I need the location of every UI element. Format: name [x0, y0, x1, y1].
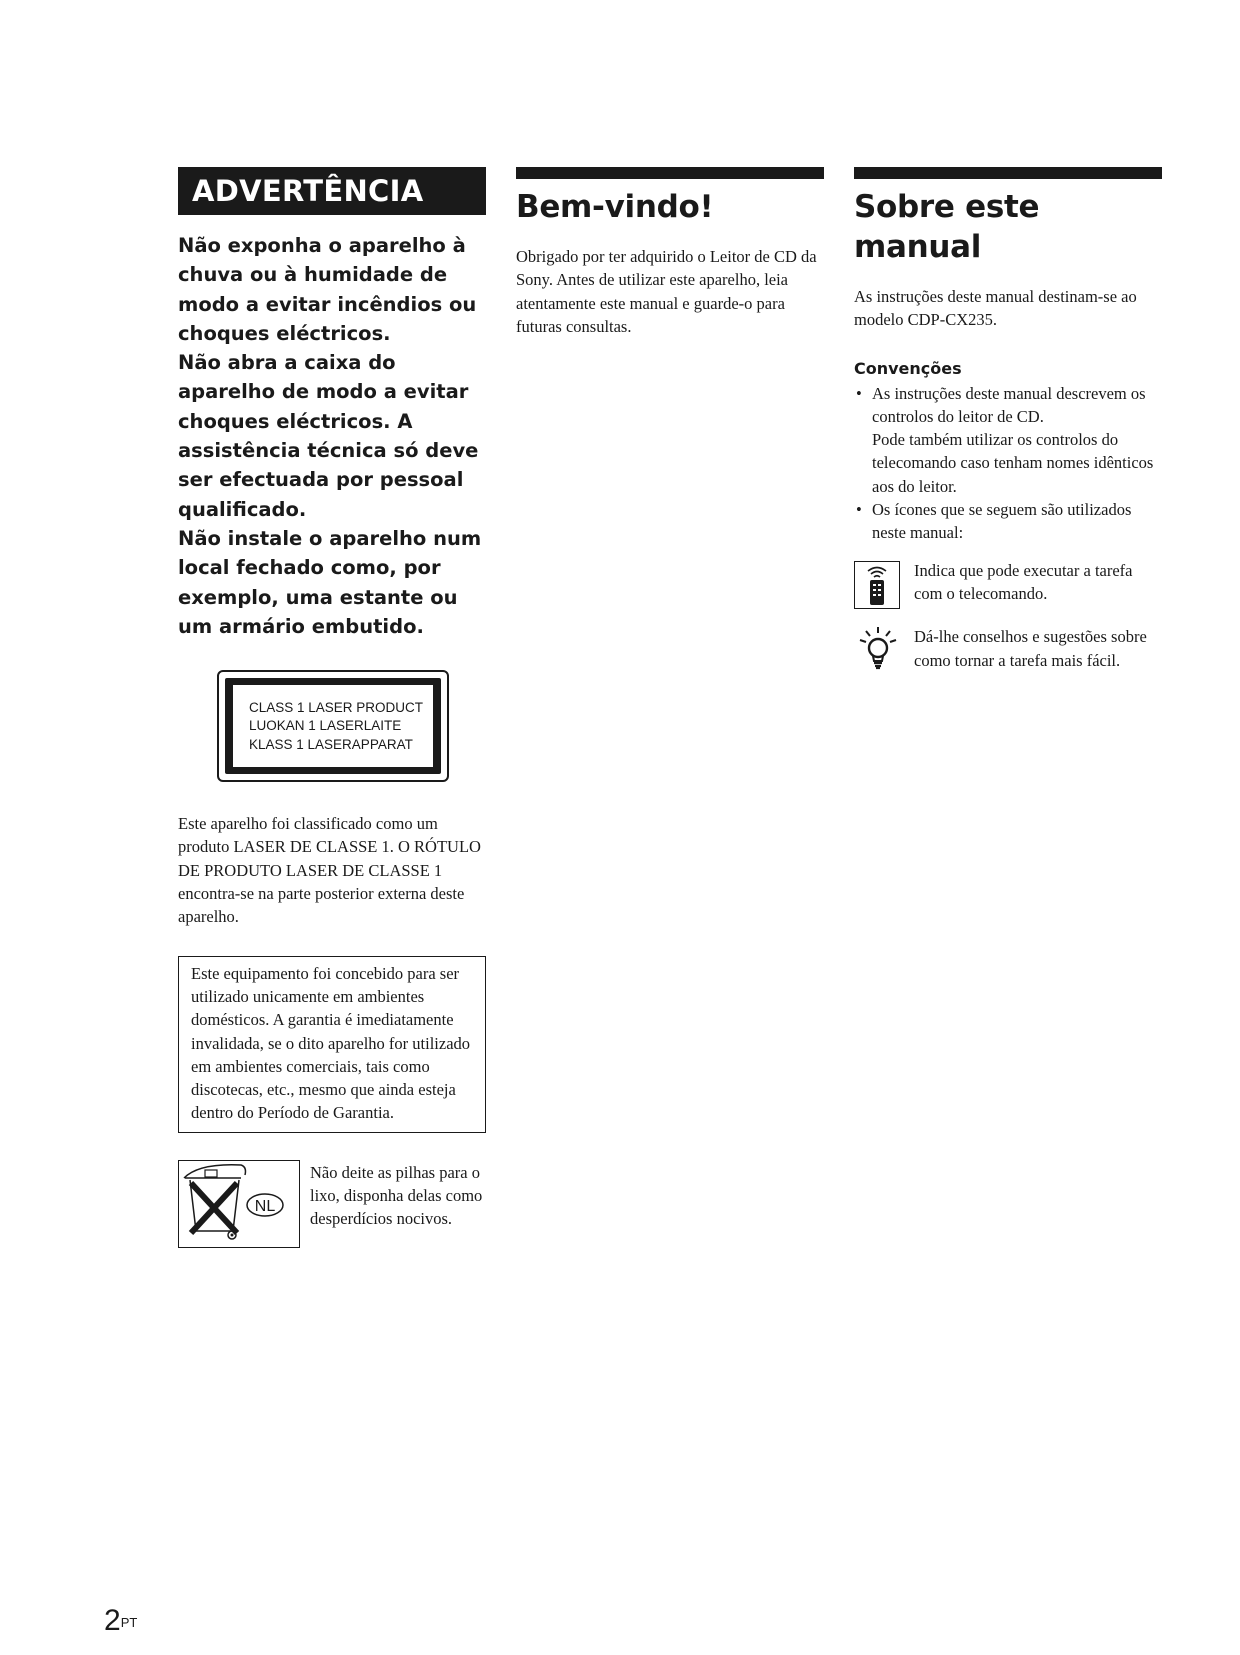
list-item: • Os ícones que se seguem são utilizados neste manual:	[856, 500, 1132, 543]
laser-classification-text: Este aparelho foi classificado como um produto LASER DE CLASSE 1. O RÓTULO DE PRODUTO LASER DE CLASSE 1 encontra-se na parte posterior externa deste aparelho.	[178, 814, 481, 927]
laser-label-line: LUOKAN 1 LASERLAITE	[249, 718, 402, 734]
about-manual-intro: As instruções deste manual destinam-se ao modelo CDP-CX235.	[854, 287, 1137, 330]
warning-paragraph: Não exponha o aparelho à chuva ou à humidade de modo a evitar incêndios ou choques eléctricos.	[178, 234, 477, 345]
warning-heading: ADVERTÊNCIA	[178, 167, 486, 215]
section-rule	[516, 167, 824, 179]
warning-column	[178, 167, 486, 1252]
welcome-column	[516, 167, 824, 338]
laser-label-line: CLASS 1 LASER PRODUCT	[249, 700, 424, 716]
section-rule	[854, 167, 1162, 179]
language-code: PT	[120, 1615, 138, 1630]
conventions-heading: Convenções	[854, 358, 962, 378]
list-item: • As instruções deste manual descrevem os controlos do leitor de CD. Pode também utilizar os controlos do telecomando caso tenham nomes idênticos aos do leitor.	[856, 383, 1154, 496]
warning-text	[178, 231, 486, 641]
battery-disposal-text: Não deite as pilhas para o lixo, disponha delas como desperdícios nocivos.	[310, 1162, 483, 1229]
warning-paragraph: Não abra a caixa do aparelho de modo a evitar choques eléctricos. A assistência técnica só deve ser efectuada por pessoal qualificado.	[178, 351, 479, 521]
welcome-text: Obrigado por ter adquirido o Leitor de CD da Sony. Antes de utilizar este aparelho, leia atentamente este manual e guarde-o para futuras consultas.	[516, 247, 817, 336]
battery-badge-label: NL	[254, 1197, 276, 1215]
icon-legend-remote	[854, 559, 1162, 606]
warning-paragraph: Não instale o aparelho num local fechado como, por exemplo, uma estante ou um armário embutido.	[178, 526, 482, 638]
laser-product-label	[217, 670, 449, 782]
battery-disposal-icon	[178, 1160, 300, 1248]
conventions-list	[854, 382, 1162, 545]
page-number: $2^{PT}$	[104, 1604, 138, 1637]
laser-label-line: KLASS 1 LASERAPPARAT	[249, 736, 413, 752]
about-manual-column	[854, 167, 1162, 672]
remote-icon-description: Indica que pode executar a tarefa com o telecomando.	[914, 560, 1133, 603]
battery-disposal-notice	[178, 1160, 486, 1252]
tip-icon-description: Dá-lhe conselhos e sugestões sobre como tornar a tarefa mais fácil.	[914, 627, 1147, 670]
domestic-use-notice: Este equipamento foi concebido para ser utilizado unicamente em ambientes domésticos. A garantia é imediatamente invalidada, se o dito aparelho for utilizado em ambientes comerciais, tais como discotecas, etc., mesmo que ainda esteja dentro do Período de Garantia.	[178, 956, 486, 1133]
remote-control-icon	[854, 561, 900, 609]
lightbulb-icon	[858, 625, 898, 676]
about-manual-heading: Sobre este manual	[854, 189, 1040, 265]
crossed-bin-icon	[179, 1161, 299, 1247]
icon-legend-tip	[854, 625, 1162, 672]
welcome-heading: Bem-vindo!	[516, 189, 714, 225]
